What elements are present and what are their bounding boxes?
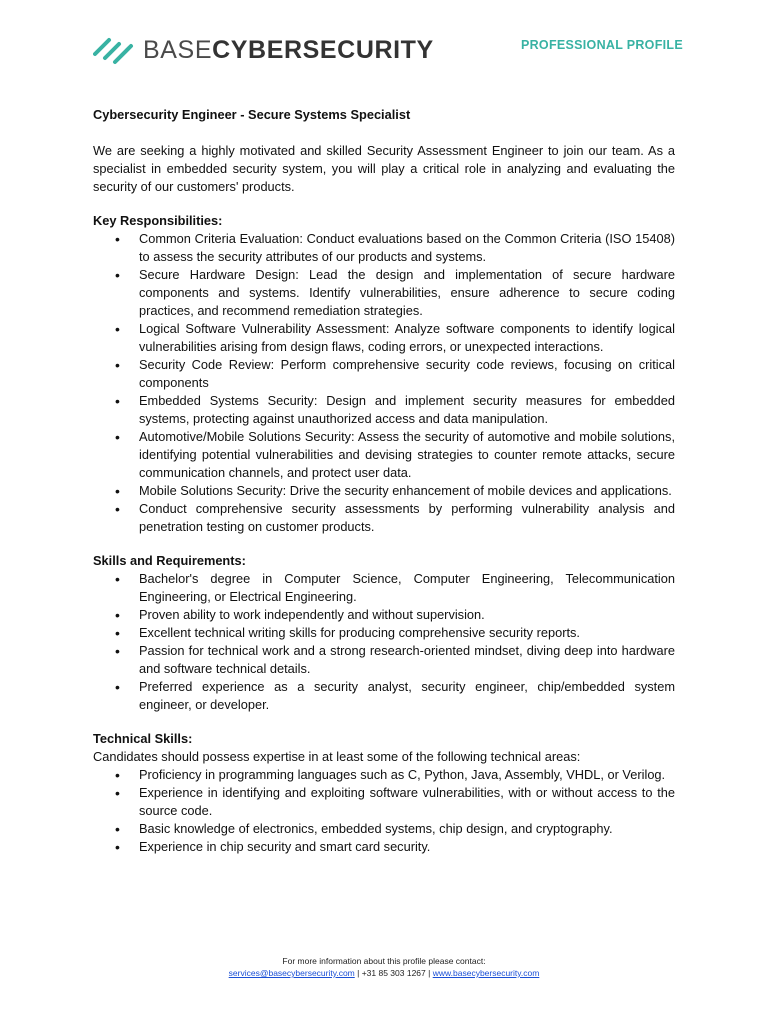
document-body <box>93 106 675 872</box>
skills-list <box>93 570 675 714</box>
list-item: • Proficiency in programming languages such as C, Python, Java, Assembly, VHDL, or Verilog. <box>139 766 675 784</box>
list-item: • Preferred experience as a security analyst, security engineer, chip/embedded system engineer, or developer. <box>139 678 675 714</box>
list-item: • Experience in identifying and exploiting software vulnerabilities, with or without access to the source code. <box>139 784 675 820</box>
responsibilities-list <box>93 230 675 536</box>
skills-heading: Skills and Requirements: <box>93 553 246 568</box>
list-item: • Embedded Systems Security: Design and implement security measures for embedded systems, protecting against unauthorized access and data manipulation. <box>139 392 675 428</box>
footer-contact-line: For more information about this profile please contact: <box>282 956 486 966</box>
list-item: • Passion for technical work and a strong research-oriented mindset, diving deep into hardware and software technical details. <box>139 642 675 678</box>
list-item: • Secure Hardware Design: Lead the design and implementation of secure hardware components and systems. Identify vulnerabilities, ensure adherence to secure coding practices, and recommend remediation strategies. <box>139 266 675 320</box>
logo-wordmark <box>143 36 434 64</box>
list-item: • Proven ability to work independently and without supervision. <box>139 606 675 624</box>
logo-slashes-icon <box>93 32 137 66</box>
logo-bold-text: CYBERSECURITY <box>212 36 434 64</box>
list-item: • Mobile Solutions Security: Drive the security enhancement of mobile devices and applications. <box>139 482 675 500</box>
logo-light-text: BASE <box>143 36 213 64</box>
footer <box>0 955 768 979</box>
list-item: • Logical Software Vulnerability Assessment: Analyze software components to identify logical vulnerabilities arising from design flaws, coding errors, or unexpected interactions. <box>139 320 675 356</box>
list-item: • Excellent technical writing skills for producing comprehensive security reports. <box>139 624 675 642</box>
footer-links <box>0 967 768 979</box>
technical-list <box>93 766 675 856</box>
website-link[interactable]: www.basecybersecurity.com <box>432 968 540 978</box>
job-intro: We are seeking a highly motivated and skilled Security Assessment Engineer to join our team. As a specialist in embedded security system, you will play a critical role in analyzing and evaluating the security of our customers' products. <box>93 143 675 194</box>
footer-separator: | <box>354 968 362 978</box>
job-title: Cybersecurity Engineer - Secure Systems Specialist <box>93 107 411 122</box>
phone-number: +31 85 303 1267 <box>361 968 426 978</box>
footer-separator: | <box>425 968 433 978</box>
list-item: • Bachelor's degree in Computer Science, Computer Engineering, Telecommunication Engineering, or Electrical Engineering. <box>139 570 675 606</box>
list-item: • Security Code Review: Perform comprehensive security code reviews, focusing on critical components <box>139 356 675 392</box>
list-item: • Automotive/Mobile Solutions Security: Assess the security of automotive and mobile solutions, identifying potential vulnerabilities and devising strategies to counter remote attacks, secure communication channels, and protect user data. <box>139 428 675 482</box>
header <box>93 32 683 72</box>
list-item: • Basic knowledge of electronics, embedded systems, chip design, and cryptography. <box>139 820 675 838</box>
list-item: • Experience in chip security and smart card security. <box>139 838 675 856</box>
responsibilities-heading: Key Responsibilities: <box>93 213 223 228</box>
list-item: • Conduct comprehensive security assessments by performing vulnerability analysis and penetration testing on customer products. <box>139 500 675 536</box>
technical-subtext: Candidates should possess expertise in at least some of the following technical areas: <box>93 749 581 764</box>
email-link[interactable]: services@basecybersecurity.com <box>228 968 355 978</box>
list-item: • Common Criteria Evaluation: Conduct evaluations based on the Common Criteria (ISO 15408) to assess the security attributes of our products and systems. <box>139 230 675 266</box>
technical-heading: Technical Skills: <box>93 731 193 746</box>
profile-label: PROFESSIONAL PROFILE <box>520 38 683 52</box>
